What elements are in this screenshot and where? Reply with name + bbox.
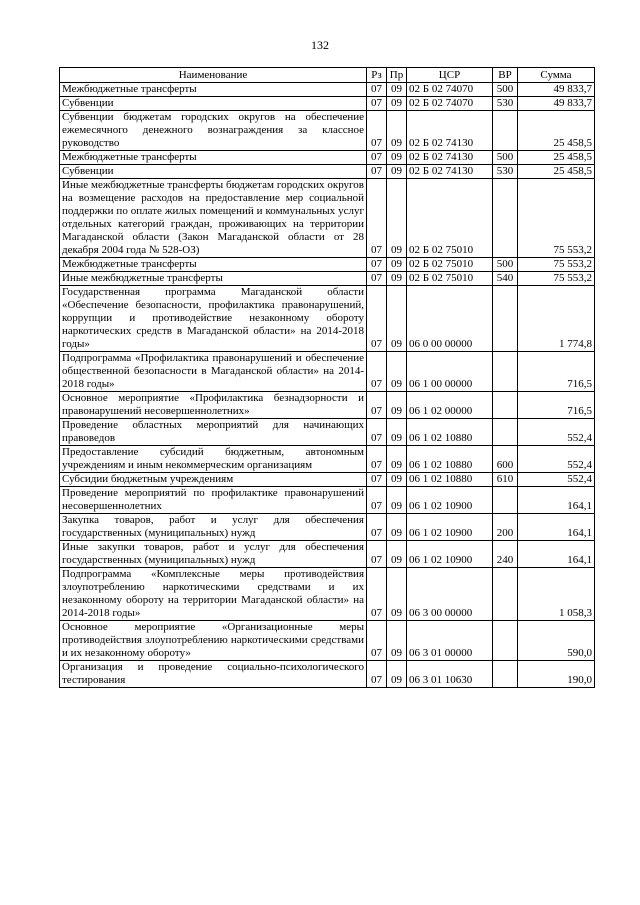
cell-name: Субсидии бюджетным учреждениям	[60, 473, 367, 487]
cell-rz: 07	[367, 392, 387, 419]
table-row	[60, 514, 595, 541]
cell-rz: 07	[367, 179, 387, 258]
cell-pr: 09	[387, 111, 407, 151]
cell-vr: 610	[493, 473, 518, 487]
cell-pr: 09	[387, 621, 407, 661]
cell-name: Субвенции бюджетам городских округов на обеспечение ежемесячного денежного вознаграждения за классное руководство	[60, 111, 367, 151]
cell-vr	[493, 179, 518, 258]
cell-name: Субвенции	[60, 97, 367, 111]
cell-vr	[493, 111, 518, 151]
cell-rz: 07	[367, 83, 387, 97]
cell-vr: 500	[493, 258, 518, 272]
cell-vr: 240	[493, 541, 518, 568]
cell-vr	[493, 487, 518, 514]
page-number: 132	[311, 38, 329, 52]
cell-csr: 06 0 00 00000	[407, 286, 493, 352]
cell-sum: 164,1	[518, 514, 595, 541]
cell-sum: 25 458,5	[518, 111, 595, 151]
budget-table	[59, 67, 595, 688]
cell-name: Подпрограмма «Профилактика правонарушений и обеспечение общественной безопасности в Магаданской области» на 2014-2018 годы»	[60, 352, 367, 392]
cell-vr: 530	[493, 97, 518, 111]
cell-csr: 06 1 02 10900	[407, 541, 493, 568]
cell-vr: 600	[493, 446, 518, 473]
cell-sum: 75 553,2	[518, 272, 595, 286]
cell-csr: 06 1 02 10880	[407, 473, 493, 487]
table-header-row	[60, 68, 595, 83]
cell-pr: 09	[387, 487, 407, 514]
cell-pr: 09	[387, 179, 407, 258]
cell-vr	[493, 568, 518, 621]
header-csr: ЦСР	[407, 68, 493, 83]
cell-sum: 190,0	[518, 661, 595, 688]
cell-name: Закупка товаров, работ и услуг для обеспечения государственных (муниципальных) нужд	[60, 514, 367, 541]
cell-rz: 07	[367, 258, 387, 272]
cell-csr: 02 Б 02 74070	[407, 83, 493, 97]
cell-vr	[493, 661, 518, 688]
cell-sum: 716,5	[518, 352, 595, 392]
cell-vr	[493, 286, 518, 352]
cell-pr: 09	[387, 272, 407, 286]
cell-pr: 09	[387, 83, 407, 97]
cell-csr: 06 1 02 00000	[407, 392, 493, 419]
cell-rz: 07	[367, 473, 387, 487]
table-row	[60, 446, 595, 473]
cell-name: Предоставление субсидий бюджетным, автономным учреждениям и иным некоммерческим организациям	[60, 446, 367, 473]
cell-csr: 02 Б 02 74130	[407, 151, 493, 165]
cell-sum: 552,4	[518, 446, 595, 473]
cell-rz: 07	[367, 419, 387, 446]
table-body	[60, 83, 595, 688]
cell-csr: 02 Б 02 74130	[407, 111, 493, 151]
table-row	[60, 83, 595, 97]
table-row	[60, 286, 595, 352]
cell-sum: 716,5	[518, 392, 595, 419]
cell-sum: 25 458,5	[518, 165, 595, 179]
cell-pr: 09	[387, 286, 407, 352]
table-row	[60, 258, 595, 272]
cell-rz: 07	[367, 514, 387, 541]
cell-csr: 06 1 02 10880	[407, 419, 493, 446]
cell-sum: 49 833,7	[518, 97, 595, 111]
cell-rz: 07	[367, 111, 387, 151]
cell-name: Межбюджетные трансферты	[60, 151, 367, 165]
table-row	[60, 487, 595, 514]
cell-sum: 1 058,3	[518, 568, 595, 621]
cell-name: Подпрограмма «Комплексные меры противодействия злоупотреблению наркотическими средствами и их незаконному обороту на территории Магаданской области» на 2014-2018 годы»	[60, 568, 367, 621]
cell-sum: 164,1	[518, 541, 595, 568]
cell-csr: 02 Б 02 75010	[407, 179, 493, 258]
cell-vr: 540	[493, 272, 518, 286]
cell-vr	[493, 419, 518, 446]
cell-name: Межбюджетные трансферты	[60, 258, 367, 272]
cell-pr: 09	[387, 258, 407, 272]
cell-csr: 06 1 00 00000	[407, 352, 493, 392]
cell-rz: 07	[367, 97, 387, 111]
header-pr: Пр	[387, 68, 407, 83]
cell-pr: 09	[387, 473, 407, 487]
cell-csr: 02 Б 02 74070	[407, 97, 493, 111]
table-row	[60, 661, 595, 688]
cell-pr: 09	[387, 419, 407, 446]
cell-rz: 07	[367, 541, 387, 568]
cell-name: Иные межбюджетные трансферты бюджетам городских округов на возмещение расходов на предоставление мер социальной поддержки по оплате жилых помещений и коммунальных услуг отдельных категорий граждан, проживающих на территории Магаданской области (Закон Магаданской области от 28 декабря 2004 года № 528-ОЗ)	[60, 179, 367, 258]
cell-vr: 500	[493, 151, 518, 165]
cell-pr: 09	[387, 151, 407, 165]
cell-rz: 07	[367, 352, 387, 392]
cell-csr: 02 Б 02 74130	[407, 165, 493, 179]
table-row	[60, 111, 595, 151]
cell-vr: 200	[493, 514, 518, 541]
cell-vr: 530	[493, 165, 518, 179]
cell-rz: 07	[367, 165, 387, 179]
cell-rz: 07	[367, 151, 387, 165]
cell-pr: 09	[387, 541, 407, 568]
table-row	[60, 352, 595, 392]
table-row	[60, 473, 595, 487]
cell-pr: 09	[387, 392, 407, 419]
cell-sum: 49 833,7	[518, 83, 595, 97]
table-row	[60, 179, 595, 258]
cell-name: Иные межбюджетные трансферты	[60, 272, 367, 286]
cell-csr: 02 Б 02 75010	[407, 258, 493, 272]
cell-rz: 07	[367, 272, 387, 286]
cell-csr: 06 3 00 00000	[407, 568, 493, 621]
header-vr: ВР	[493, 68, 518, 83]
cell-pr: 09	[387, 165, 407, 179]
cell-pr: 09	[387, 352, 407, 392]
cell-rz: 07	[367, 446, 387, 473]
cell-vr	[493, 392, 518, 419]
cell-sum: 75 553,2	[518, 258, 595, 272]
table-row	[60, 419, 595, 446]
cell-csr: 06 1 02 10900	[407, 487, 493, 514]
header-sum: Сумма	[518, 68, 595, 83]
cell-sum: 164,1	[518, 487, 595, 514]
cell-sum: 590,0	[518, 621, 595, 661]
cell-csr: 06 3 01 00000	[407, 621, 493, 661]
cell-rz: 07	[367, 621, 387, 661]
table-row	[60, 97, 595, 111]
table-row	[60, 621, 595, 661]
cell-sum: 75 553,2	[518, 179, 595, 258]
table-row	[60, 392, 595, 419]
cell-pr: 09	[387, 97, 407, 111]
cell-name: Основное мероприятие «Организационные меры противодействия злоупотреблению наркотическими средствами и их незаконному обороту»	[60, 621, 367, 661]
cell-sum: 1 774,8	[518, 286, 595, 352]
cell-sum: 552,4	[518, 419, 595, 446]
header-rz: Рз	[367, 68, 387, 83]
cell-sum: 552,4	[518, 473, 595, 487]
cell-pr: 09	[387, 446, 407, 473]
table-row	[60, 151, 595, 165]
table-row	[60, 568, 595, 621]
cell-pr: 09	[387, 514, 407, 541]
cell-rz: 07	[367, 286, 387, 352]
cell-rz: 07	[367, 568, 387, 621]
cell-name: Организация и проведение социально-психологического тестирования	[60, 661, 367, 688]
cell-csr: 06 3 01 10630	[407, 661, 493, 688]
cell-sum: 25 458,5	[518, 151, 595, 165]
cell-name: Иные закупки товаров, работ и услуг для обеспечения государственных (муниципальных) нужд	[60, 541, 367, 568]
cell-name: Межбюджетные трансферты	[60, 83, 367, 97]
table-row	[60, 165, 595, 179]
cell-rz: 07	[367, 661, 387, 688]
table-row	[60, 541, 595, 568]
cell-name: Субвенции	[60, 165, 367, 179]
cell-pr: 09	[387, 568, 407, 621]
cell-vr	[493, 621, 518, 661]
cell-name: Государственная программа Магаданской области «Обеспечение безопасности, профилактика правонарушений, коррупции и противодействие незаконному обороту наркотических средств в Магаданской области» на 2014-2018 годы»	[60, 286, 367, 352]
cell-csr: 06 1 02 10900	[407, 514, 493, 541]
cell-csr: 02 Б 02 75010	[407, 272, 493, 286]
cell-name: Проведение мероприятий по профилактике правонарушений несовершеннолетних	[60, 487, 367, 514]
cell-name: Основное мероприятие «Профилактика безнадзорности и правонарушений несовершеннолетних»	[60, 392, 367, 419]
cell-pr: 09	[387, 661, 407, 688]
cell-csr: 06 1 02 10880	[407, 446, 493, 473]
table-row	[60, 272, 595, 286]
cell-vr: 500	[493, 83, 518, 97]
header-name: Наименование	[60, 68, 367, 83]
cell-name: Проведение областных мероприятий для начинающих правоведов	[60, 419, 367, 446]
cell-vr	[493, 352, 518, 392]
cell-rz: 07	[367, 487, 387, 514]
